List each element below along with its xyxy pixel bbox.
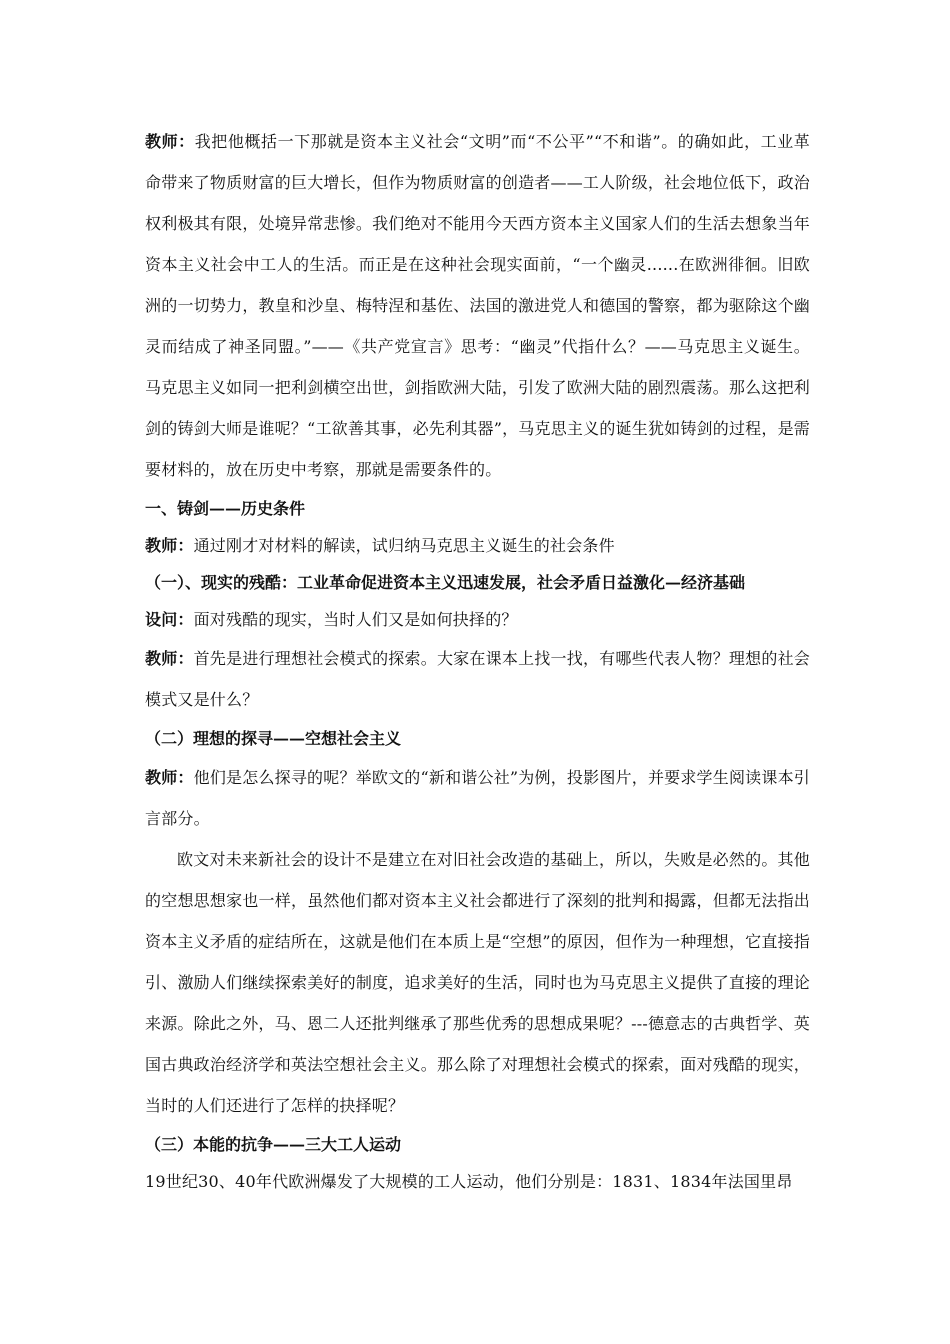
section-heading-1: 一、铸剑——历史条件 xyxy=(145,499,306,518)
paragraph-workers-movement: 19世纪30、40年代欧洲爆发了大规模的工人运动，他们分别是：1831、1834年法国里昂 xyxy=(145,1172,793,1191)
paragraph-text: 通过刚才对材料的解读，试归纳马克思主义诞生的社会条件 xyxy=(193,536,615,555)
paragraph-text: 我把他概括一下那就是资本主义社会“文明”而“不公平”“不和谐”。的确如此，工业革命带来了物质财富的巨大增长，但作为物质财富的创造者——工人阶级，社会地位低下，政治权利极其有限，处境异常悲惨。我们绝对不能用今天西方资本主义国家人们的生活去想象当年资本主义社会中工人的生活。而正是在这种社会现实面前，“一个幽灵......在欧洲徘徊。旧欧洲的一切势力，教皇和沙皇、梅特涅和基佐、法国的激进党人和德国的警察，都为驱除这个幽灵而结成了神圣同盟。”——《共产党宣言》思考：“幽灵”代指什么？——马克思主义诞生。马克思主义如同一把利剑横空出世，剑指欧洲大陆，引发了欧洲大陆的剧烈震荡。那么这把利剑的铸剑大师是谁呢？“工欲善其事，必先利其器”，马克思主义的诞生犹如铸剑的过程，是需要材料的，放在历史中考察，那就是需要条件的。 xyxy=(145,132,810,479)
paragraph-text: 首先是进行理想社会模式的探索。大家在课本上找一找，有哪些代表人物？理想的社会模式又是什么？ xyxy=(145,649,810,709)
speaker-label: 教师： xyxy=(145,768,194,787)
paragraph-owen: 欧文对未来新社会的设计不是建立在对旧社会改造的基础上，所以，失败是必然的。其他的空想思想家也一样，虽然他们都对资本主义社会都进行了深刻的批判和揭露，但都无法指出资本主义矛盾的症结所在，这就是他们在本质上是“空想”的原因，但作为一种理想，它直接指引、激励人们继续探索美好的制度，追求美好的生活，同时也为马克思主义提供了直接的理论来源。除此之外，马、恩二人还批判继承了那些优秀的思想成果呢？---德意志的古典哲学、英国古典政治经济学和英法空想社会主义。那么除了对理想社会模式的探索，面对残酷的现实，当时的人们还进行了怎样的抉择呢？ xyxy=(145,850,810,1115)
paragraph-question xyxy=(145,601,810,638)
speaker-label: 教师： xyxy=(145,649,194,668)
document-body xyxy=(145,121,810,1200)
paragraph-teacher-4 xyxy=(145,757,810,839)
subsection-heading-1: （一）、现实的残酷：工业革命促进资本主义迅速发展，社会矛盾日益激化—经济基础 xyxy=(145,573,746,592)
speaker-label: 教师： xyxy=(145,132,195,151)
subsection-heading-2: （二）理想的探寻——空想社会主义 xyxy=(145,729,402,748)
paragraph-teacher-2 xyxy=(145,527,810,564)
paragraph-teacher-3 xyxy=(145,638,810,720)
paragraph-text: 他们是怎么探寻的呢？举欧文的“新和谐公社”为例，投影图片，并要求学生阅读课本引言部分。 xyxy=(145,768,810,828)
paragraph-teacher-intro xyxy=(145,121,810,490)
speaker-label: 教师： xyxy=(145,536,194,555)
paragraph-text: 面对残酷的现实，当时人们又是如何抉择的？ xyxy=(193,610,518,629)
question-label: 设问： xyxy=(145,610,194,629)
subsection-heading-3: （三）本能的抗争——三大工人运动 xyxy=(145,1135,402,1154)
